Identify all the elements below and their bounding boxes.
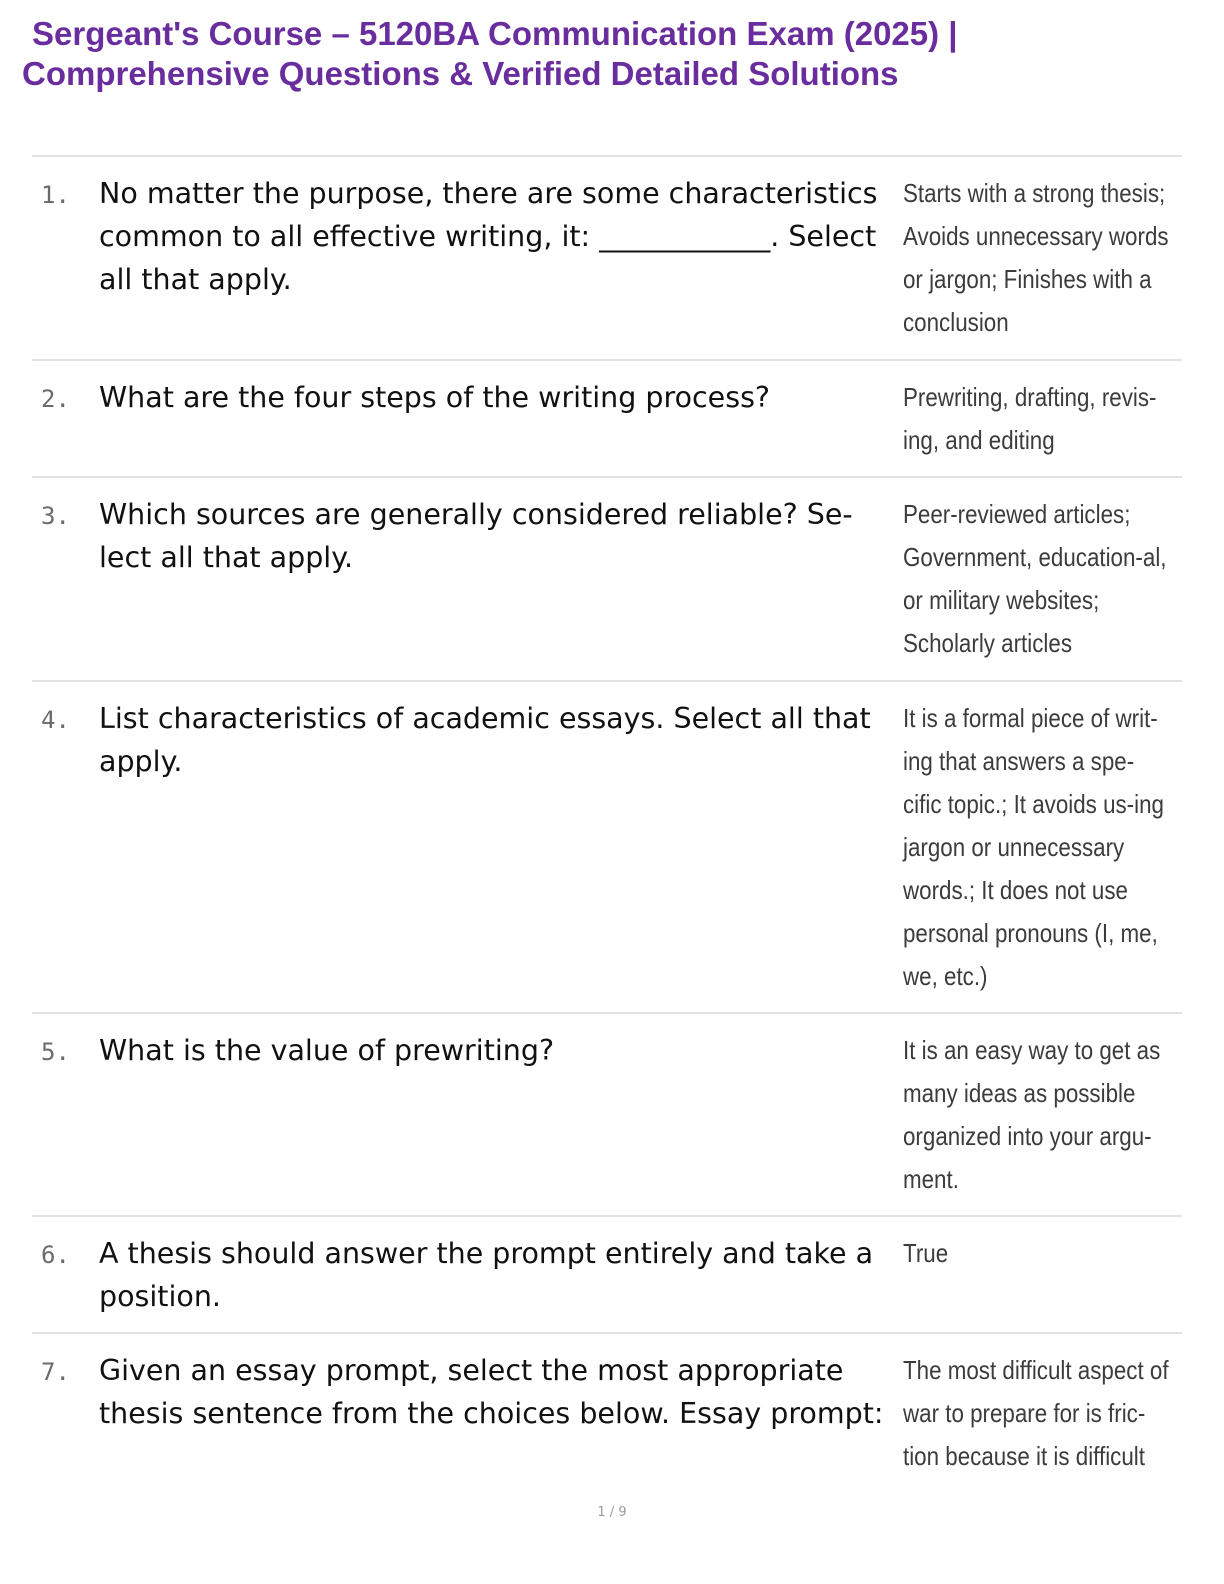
question-text: What are the four steps of the writing process? — [99, 381, 771, 414]
document-title-line-1: Sergeant's Course – 5120BA Communication Exam (2025) | — [32, 15, 958, 52]
question-text: List characteristics of academic essays. Select all that apply. — [99, 702, 871, 778]
question-item — [32, 1012, 1182, 1215]
page-number: 1 / 9 — [597, 1505, 627, 1520]
document-title-line-2: Comprehensive Questions & Verified Detailed Solutions — [22, 55, 899, 92]
answer-text: Starts with a strong thesis; Avoids unnecessary words or jargon; Finishes with a conclusion — [903, 178, 1169, 337]
question-item — [32, 359, 1182, 476]
answer-text: The most difficult aspect of war to prepare for is fric-tion because it is difficult — [903, 1355, 1169, 1471]
question-item — [32, 476, 1182, 680]
answer-text: Peer-reviewed articles; Government, education-al, or military websites; Scholarly articles — [903, 499, 1167, 658]
question-list — [32, 155, 1182, 1482]
answer-text: It is a formal piece of writ-ing that answers a spe-cific topic.; It avoids us-ing jargon or unnecessary words.; It does not use personal pronouns (I, me, we, etc.) — [903, 703, 1164, 991]
question-text: No matter the purpose, there are some characteristics common to all effective writing, it: ____________. Select all that apply. — [99, 177, 878, 296]
question-text: Which sources are generally considered reliable? Se-lect all that apply. — [99, 498, 853, 574]
answer-text: Prewriting, drafting, revis-ing, and editing — [903, 382, 1157, 455]
question-text: A thesis should answer the prompt entirely and take a position. — [99, 1237, 874, 1313]
question-number: 3. — [41, 502, 70, 530]
question-number: 1. — [41, 181, 70, 209]
question-number: 2. — [41, 385, 70, 413]
answer-text: It is an easy way to get as many ideas as possible organized into your argu-ment. — [903, 1035, 1161, 1194]
question-text: Given an essay prompt, select the most appropriate thesis sentence from the choices below. Essay prompt: — [99, 1354, 884, 1430]
question-number: 6. — [41, 1241, 70, 1269]
question-number: 4. — [41, 706, 70, 734]
question-item — [32, 155, 1182, 359]
document-title — [22, 14, 1202, 94]
answer-text: True — [903, 1238, 949, 1268]
question-number: 7. — [41, 1358, 70, 1386]
question-item — [32, 1215, 1182, 1332]
question-item — [32, 1332, 1182, 1482]
question-number: 5. — [41, 1038, 70, 1066]
question-item — [32, 680, 1182, 1012]
question-text: What is the value of prewriting? — [99, 1034, 555, 1067]
